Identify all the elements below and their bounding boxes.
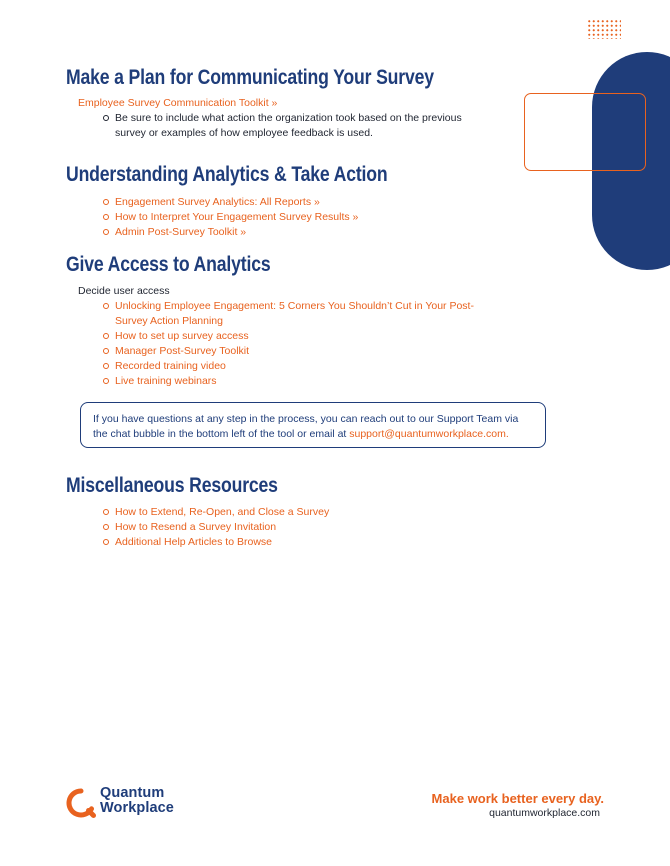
circle-bullet-icon <box>103 333 109 339</box>
link-recorded-training[interactable]: Recorded training video <box>115 360 226 372</box>
circle-bullet-icon <box>103 115 109 121</box>
section-title-analytics: Understanding Analytics & Take Action <box>66 163 388 186</box>
list-item[interactable] <box>115 374 495 389</box>
support-callout-box <box>80 402 546 448</box>
link-unlocking-engagement[interactable]: Unlocking Employee Engagement: 5 Corners You Shouldn’t Cut in Your Post-Survey Action Planning <box>115 300 474 327</box>
list-item[interactable] <box>115 210 515 225</box>
circle-bullet-icon <box>103 539 109 545</box>
misc-link-list <box>115 505 515 550</box>
list-item[interactable] <box>115 505 515 520</box>
link-communication-toolkit[interactable]: Employee Survey Communication Toolkit » <box>78 97 278 109</box>
circle-bullet-icon <box>103 199 109 205</box>
link-resend-invitation[interactable]: How to Resend a Survey Invitation <box>115 521 277 533</box>
plan-bullet-text: Be sure to include what action the organization took based on the previous survey or examples of how employee feedback is used. <box>115 112 462 139</box>
access-link-list <box>115 299 495 389</box>
list-item[interactable] <box>115 344 495 359</box>
quantum-workplace-logo <box>66 786 206 822</box>
decorative-orange-outline <box>524 93 646 171</box>
footer-website[interactable]: quantumworkplace.com <box>489 807 600 819</box>
decorative-dot-grid <box>587 19 621 39</box>
link-admin-toolkit[interactable]: Admin Post-Survey Toolkit » <box>115 226 247 238</box>
link-live-webinars[interactable]: Live training webinars <box>115 375 217 387</box>
link-extend-reopen-close[interactable]: How to Extend, Re-Open, and Close a Survey <box>115 506 330 518</box>
support-email-link[interactable]: support@quantumworkplace.com. <box>349 428 509 440</box>
link-help-articles[interactable]: Additional Help Articles to Browse <box>115 536 272 548</box>
list-item[interactable] <box>115 520 515 535</box>
callout-text: If you have questions at any step in the process, you can reach out to our Support Team via the chat bubble in the bottom left of the tool or email at <box>93 413 519 440</box>
circle-bullet-icon <box>103 303 109 309</box>
logo-q-ring-icon <box>66 788 96 818</box>
list-item[interactable] <box>115 225 515 240</box>
link-setup-survey-access[interactable]: How to set up survey access <box>115 330 249 342</box>
section-title-misc: Miscellaneous Resources <box>66 474 278 497</box>
list-item[interactable] <box>115 195 515 210</box>
circle-bullet-icon <box>103 524 109 530</box>
section-title-access: Give Access to Analytics <box>66 253 271 276</box>
plan-bullet-list <box>115 111 485 141</box>
link-interpret-results[interactable]: How to Interpret Your Engagement Survey Results » <box>115 211 359 223</box>
list-item[interactable] <box>115 359 495 374</box>
circle-bullet-icon <box>103 378 109 384</box>
circle-bullet-icon <box>103 348 109 354</box>
list-item[interactable] <box>115 299 495 329</box>
link-analytics-all-reports[interactable]: Engagement Survey Analytics: All Reports » <box>115 196 320 208</box>
list-item[interactable] <box>115 535 515 550</box>
circle-bullet-icon <box>103 214 109 220</box>
access-intro: Decide user access <box>78 285 170 297</box>
list-item[interactable] <box>115 329 495 344</box>
logo-wordmark <box>100 786 174 816</box>
circle-bullet-icon <box>103 363 109 369</box>
circle-bullet-icon <box>103 509 109 515</box>
footer-tagline: Make work better every day. <box>431 791 604 806</box>
logo-line-2: Workplace <box>100 800 174 816</box>
logo-line-1: Quantum <box>100 785 165 801</box>
analytics-link-list <box>115 195 515 240</box>
circle-bullet-icon <box>103 229 109 235</box>
section-title-plan: Make a Plan for Communicating Your Survey <box>66 66 434 89</box>
link-manager-toolkit[interactable]: Manager Post-Survey Toolkit <box>115 345 250 357</box>
list-item <box>115 111 485 141</box>
